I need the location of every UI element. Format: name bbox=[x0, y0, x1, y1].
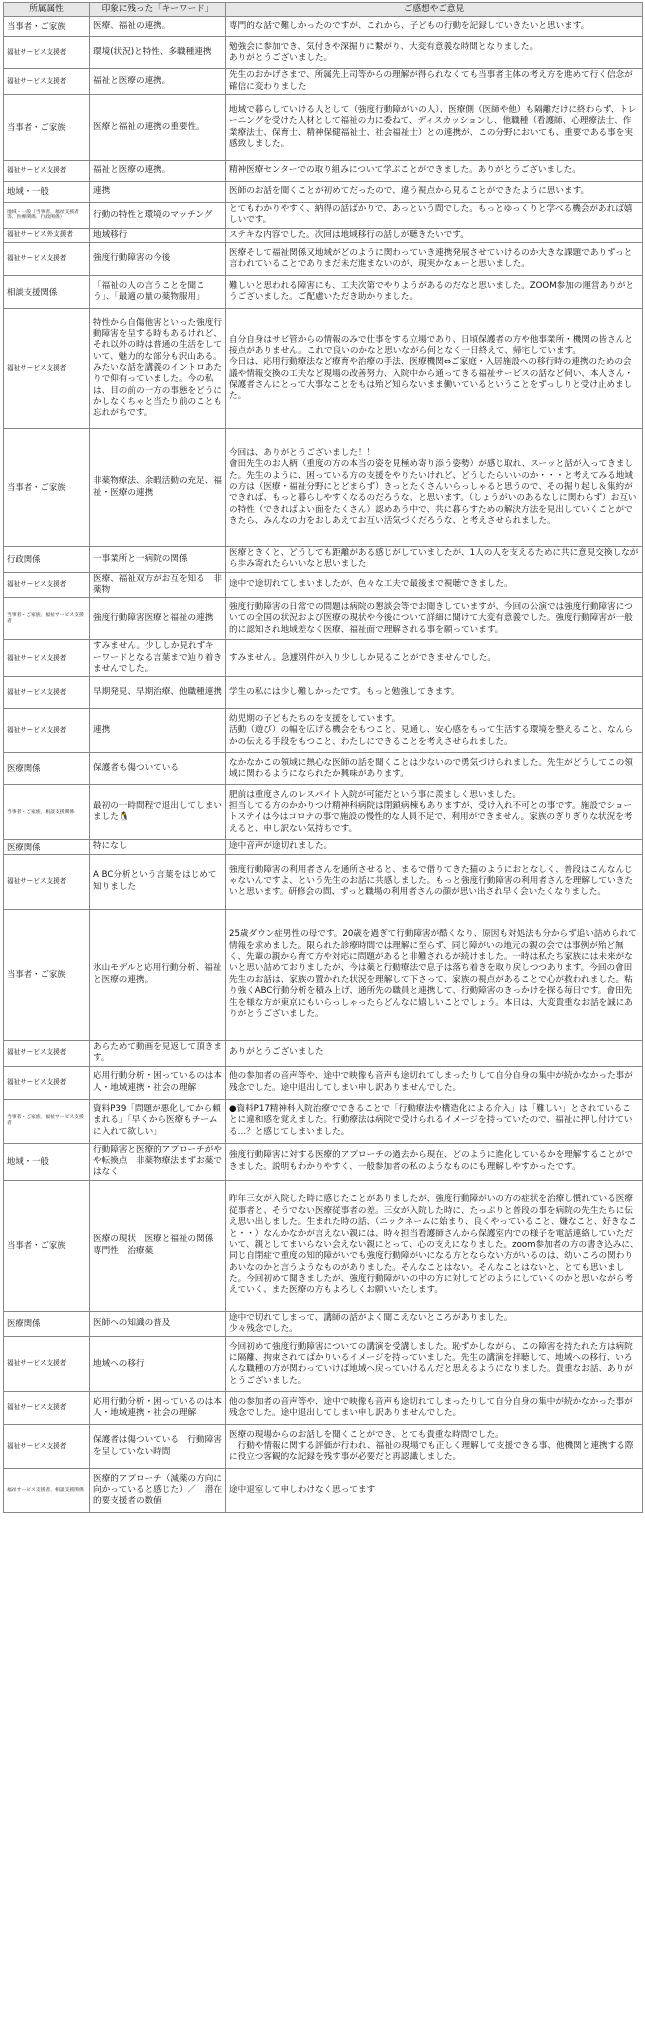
cell-keyword: 非薬物療法、余暇活動の充足、福祉・医療の連携 bbox=[90, 429, 226, 547]
table-row bbox=[4, 1180, 643, 1311]
cell-opinion: 自分自身はサビ管からの情報のみで仕事をする立場であり、日頃保護者の方や他事業所・機関の皆さんと接点がありません。これで良いのかなと思いながら何となく一日終えて、帰宅しています。 今日は、応用行動療法など療育や治療の手法、医療機関⇔ご家庭・入居施設への移行時の連携のための会議や情報交換の工夫など現場の改善努力、入院中から通ってきる福祉サービスの話など伺い、本人さん・保護者さんにとって大事なことをもは殆ど知らないまま働いているということをずっしりと受け止めました。 bbox=[226, 309, 643, 429]
cell-attribute: 福祉サービス支援者 bbox=[4, 1066, 90, 1099]
cell-opinion: ありがとうございました bbox=[226, 1040, 643, 1066]
table-body bbox=[4, 17, 643, 1513]
table-row bbox=[4, 228, 643, 242]
table-row bbox=[4, 309, 643, 429]
cell-keyword: 地域への移行 bbox=[90, 1337, 226, 1392]
cell-attribute: 当事者・ご家族、相談支援関係 bbox=[4, 785, 90, 840]
cell-opinion: 途中退室して申しわけなく思ってます bbox=[226, 1469, 643, 1513]
cell-attribute: 福祉サービス支援者、相談支援関係 bbox=[4, 1469, 90, 1513]
table-row bbox=[4, 840, 643, 854]
cell-keyword: 強度行動障害医療と福祉の連携 bbox=[90, 598, 226, 640]
cell-opinion: 難しいと思われる障害にも、工夫次第でやりようがあるのだなと思いました。ZOOM参加の運営ありがとうございました。ご配慮いただき助かりました。 bbox=[226, 276, 643, 309]
cell-attribute: 福祉サービス支援者 bbox=[4, 243, 90, 276]
cell-attribute: 地域・一般 bbox=[4, 182, 90, 203]
table-row bbox=[4, 276, 643, 309]
table-row bbox=[4, 640, 643, 677]
table-row bbox=[4, 1392, 643, 1425]
cell-attribute: 福祉サービス支援者 bbox=[4, 37, 90, 69]
cell-opinion: 今回初めて強度行動障害についての講演を受講しました。恥ずかしながら、この障害を持たれた方は病院に隔離、拘束されてばかりいるイメージを持っていました。先生の講演を拝聴して、地域への移行、いろんな職種の方が関わっていけば地域へ戻っていけるんだと思えるようになりました。貴重なお話、ありがとうございました。 bbox=[226, 1337, 643, 1392]
table-row bbox=[4, 572, 643, 598]
cell-opinion: 医師のお話を聞くことが初めてだったので、違う視点から見ることができたように思います。 bbox=[226, 182, 643, 203]
cell-opinion: 医療ときくと、どうしても距離がある感じがしていましたが、1人の人を支えるために共に意見交換しながら歩み寄れたらいいなと思いました bbox=[226, 547, 643, 573]
cell-attribute: 福祉サービス外支援者 bbox=[4, 228, 90, 242]
cell-opinion: とてもわかりやすく、納得の話ばかりで、あっという間でした。もっとゆっくりと学べる機会があれば嬉しいです。 bbox=[226, 203, 643, 229]
cell-opinion: 医療そして福祉関係又地域がどのように関わっていき連携発展させていけるのか大きな課題でありずっと言われていることでありまだ未だ進まないのが、現実かなぁーと思いました。 bbox=[226, 243, 643, 276]
cell-keyword: 氷山モデルと応用行動分析、福祉と医療の連携。 bbox=[90, 909, 226, 1040]
cell-attribute: 福祉サービス支援者 bbox=[4, 677, 90, 709]
cell-attribute: 福祉サービス支援者 bbox=[4, 161, 90, 182]
cell-attribute: 福祉サービス支援者 bbox=[4, 69, 90, 95]
cell-opinion: 昨年三女が入院した時に感じたことがありましたが、強度行動障がいの方の症状を治療し慣れている医療従事者と、そうでない医療従事者の差。三女が入院した時に、たっぷりと普段の事を病院の先生たちに伝え思い出しました。生まれた時の話、（ニックネームに始まり、良くやっていること、嫌なこと、好きなこと・・）なんかなかが言えない親には、時々担当看護師さんから保護室内での様子を電話連絡していただいて、親としてまいらない会えない親にとって、心の支えになりました。zoom参加者の方の書き込みに、同じ自閉症で重度の知的障がいでも強度行動障がいになる方とならない方がいるのは、幼いころの関わりあいなのかと言うようなものがありました。そんなことはない。そんなことはないと、とても思いました。今回初めて聞きましたが、強度行動障がいの中の方に対してどのようにしていくのかと思いながら考えていく、また医療の方もよろしくお願いいたします。 bbox=[226, 1180, 643, 1311]
table-row bbox=[4, 243, 643, 276]
cell-opinion: ステキな内容でした。次回は地域移行の話しが聴きたいです。 bbox=[226, 228, 643, 242]
cell-opinion: 強度行動障害の日常での問題は病院の懇談会等でお聞きしていますが、今回の公演では強度行動障害についての全国の状況および医療の現状や今後について詳細に聞けて大変有意義でした。強度行動障害が一般的に認知され地域差なく医療、福祉面で理解される事を願っています。 bbox=[226, 598, 643, 640]
cell-keyword: 保護者は傷ついている 行動障害を呈していない時間 bbox=[90, 1425, 226, 1469]
cell-keyword: すみません。少ししか見れずキーワードとなる言葉まで辿り着きませんでした。 bbox=[90, 640, 226, 677]
cell-opinion: 今回は、ありがとうございました！！ 會田先生のお人柄（重度の方の本当の姿を見極め寄り添う姿勢）が感じ取れ、スーッと話が入ってきました。先生のように、困っている方の支援をやりたいけれど、どうしたらいいのか・・・と考えてみる地域の方は（医療・福祉分野にとどまらず）きっとたくさんいらっしゃると思うので、その掘り起し＆集約ができれば、もっと暮らしやすくなるのだろうな、と思います。（しょうがいのあるなしに関わらず）お互いの特性（できればよい面をたくさん）認めあう中で、共に暮らすための解決方法を見出していくことができたら、みんなの力をおしあえてお互い活気づくだろうな、と考えさせられました。 bbox=[226, 429, 643, 547]
cell-attribute: 福祉サービス支援者 bbox=[4, 854, 90, 909]
cell-keyword: 地域移行 bbox=[90, 228, 226, 242]
table-row bbox=[4, 429, 643, 547]
cell-keyword: 医師への知識の普及 bbox=[90, 1311, 226, 1337]
cell-keyword: 応用行動分析・困っているのは本人・地域連携・社会の理解 bbox=[90, 1066, 226, 1099]
cell-opinion: 強度行動障害の利用者さんを通所させると、まるで借りてきた猫のようにおとなしく、普段はこんなんじゃないんですよ、という先生のお話に共感しました。もっと強度行動障害の利用者さんを理解していきたいと思います。研修会の間、ずっと職場の利用者さんの顔が思い出され早く会いたくなりました。 bbox=[226, 854, 643, 909]
survey-table bbox=[3, 2, 643, 1513]
cell-keyword: 連携 bbox=[90, 709, 226, 753]
cell-opinion: 先生のおかげさまで、所属先上司等からの理解が得られなくても当事者主体の考え方を進めて行く信念が確信に変わりました bbox=[226, 69, 643, 95]
cell-attribute: 当事者・ご家族 bbox=[4, 429, 90, 547]
cell-attribute: 福祉サービス支援者 bbox=[4, 709, 90, 753]
cell-keyword: 応用行動分析・困っているのは本人・地域連携・社会の理解 bbox=[90, 1392, 226, 1425]
cell-keyword: 医療、福祉双方がお互を知る 非薬物 bbox=[90, 572, 226, 598]
cell-attribute: 福祉サービス支援者 bbox=[4, 1040, 90, 1066]
cell-opinion: 途中音声が途切れました。 bbox=[226, 840, 643, 854]
cell-keyword: A BC分析という言葉をはじめて知りました bbox=[90, 854, 226, 909]
cell-keyword: 環境(状況)と特性、多職種連携 bbox=[90, 37, 226, 69]
cell-opinion: 途中で途切れてしまいましたが、色々な工夫で最後まで視聴できました。 bbox=[226, 572, 643, 598]
header-opinion: ご感想やご意見 bbox=[226, 3, 643, 17]
cell-attribute: 当事者・ご家族、福祉サービス支援者 bbox=[4, 598, 90, 640]
cell-attribute: 当事者・ご家族 bbox=[4, 1180, 90, 1311]
table-row bbox=[4, 709, 643, 753]
cell-opinion: 勉強会に参加でき、気付きや深掘りに繋がり、大変有意義な時間となりました。 ありがとうございました。 bbox=[226, 37, 643, 69]
cell-opinion: 精神医療センターでの取り組みについて学ぶことができました。ありがとうございました。 bbox=[226, 161, 643, 182]
cell-attribute: 福祉サービス支援者 bbox=[4, 309, 90, 429]
cell-keyword: 医療と福祉の連携の重要性。 bbox=[90, 95, 226, 161]
table-header-row bbox=[4, 3, 643, 17]
cell-opinion: 幼児期の子どもたちのを支援をしています。 活動（遊び）の幅を広げる機会をもつこと、見通し、安心感をもって生活する環境を整えること、なんらかの伝える手段をもつこと、わたしにできることを考えさせられました。 bbox=[226, 709, 643, 753]
cell-opinion: なかなかこの領域に熱心な医師の話を聞くことは少ないので勇気づけられました。先生がどうしてこの領域に関わるようになられたか興味があります。 bbox=[226, 753, 643, 785]
cell-keyword: 「福祉の人の言うことを聞こう」、「最適の量の薬物服用」 bbox=[90, 276, 226, 309]
cell-opinion: 25歳ダウン症男性の母です。20歳を過ぎて行動障害が酷くなり、原因も対処法も分からず追い詰められて情報を求めました。限られた診療時間では理解に至らず、同じ障がいの地元の親の会では事例が殆ど無く、先輩の親から育て方や対応に問題があると非難されるが続けました。一時は私たち家族には未来がないと思い詰めておりましたが、今は薬と行動療法で息子は落ち着きを取り戻しつつあります。今回の會田先生のお話は、家族の置かれた状況を理解して下さって、家族の視点があることで心が救われました。粘り強くABC行動分析を積み上げ、通所先の職員と連携して、行動障害のきっかけを探る毎日です。會田先生を様な方が東京にもいらっしゃったらどんなに嬉しいことでしょう。本日は、大変貴重なお話を誠にありがとうございました。 bbox=[226, 909, 643, 1040]
cell-opinion: すみません。急遽別件が入り少ししか見ることができませんでした。 bbox=[226, 640, 643, 677]
cell-keyword: 資料P39「問題が悪化してから頼まれる」「早くから医療もチームに入れて欲しい」 bbox=[90, 1099, 226, 1143]
table-row bbox=[4, 17, 643, 37]
table-row bbox=[4, 785, 643, 840]
cell-keyword: あらためて動画を見返して頂きます。 bbox=[90, 1040, 226, 1066]
cell-attribute: 福祉サービス支援者 bbox=[4, 1392, 90, 1425]
cell-keyword: 福祉と医療の連携。 bbox=[90, 69, 226, 95]
table-row bbox=[4, 677, 643, 709]
cell-attribute: 当事者・ご家族 bbox=[4, 909, 90, 1040]
cell-opinion: 他の参加者の音声等や、途中で映像も音声も途切れてしまったりして自分自身の集中が続かなかった事が残念でした。途中退出してしまい申し訳ありませんでした。 bbox=[226, 1392, 643, 1425]
table-row bbox=[4, 182, 643, 203]
table-row bbox=[4, 161, 643, 182]
cell-attribute: 福祉サービス支援者 bbox=[4, 640, 90, 677]
table-row bbox=[4, 1425, 643, 1469]
cell-opinion: 強度行動障害に対する医療的アプローチの過去から現在、どのように進化しているかを理解することができました。説明もわかりやすく、一般参加者の私のようなものにも理解しやすかったです。 bbox=[226, 1143, 643, 1180]
header-attribute: 所属属性 bbox=[4, 3, 90, 17]
cell-opinion: 肥前は重度さんのレスパイト入院が可能だという事に羨ましく思いました。 担当してる方のかかりつけ精神科病院は閉鎖病棟もありますが、受け入れ不可との事です。施設でショートステイは今はコロナの事で施設の慢性的な人員不足で、利用ができません。家族のぎりぎりな状況を考えると、申し訳ない気持ちです。 bbox=[226, 785, 643, 840]
cell-keyword: 特になし bbox=[90, 840, 226, 854]
cell-keyword: 福祉と医療の連携。 bbox=[90, 161, 226, 182]
cell-attribute: 医療関係 bbox=[4, 1311, 90, 1337]
cell-attribute: 当事者・ご家族 bbox=[4, 17, 90, 37]
cell-keyword: 連携 bbox=[90, 182, 226, 203]
cell-keyword: 強度行動障害の今後 bbox=[90, 243, 226, 276]
table-row bbox=[4, 909, 643, 1040]
cell-attribute: 福祉サービス支援者 bbox=[4, 572, 90, 598]
cell-keyword: 行動の特性と環境のマッチング bbox=[90, 203, 226, 229]
table-row bbox=[4, 854, 643, 909]
table-row bbox=[4, 547, 643, 573]
cell-attribute: 医療関係 bbox=[4, 753, 90, 785]
header-keyword: 印象に残った「キーワード」 bbox=[90, 3, 226, 17]
cell-attribute: 当事者・ご家族 bbox=[4, 95, 90, 161]
cell-attribute: 相談支援関係 bbox=[4, 276, 90, 309]
table-row bbox=[4, 753, 643, 785]
cell-keyword: 最初の一時間程で退出してしまいました🐧 bbox=[90, 785, 226, 840]
cell-attribute: 福祉サービス支援者 bbox=[4, 1425, 90, 1469]
table-row bbox=[4, 69, 643, 95]
cell-keyword: 一事業所と一病院の関係 bbox=[90, 547, 226, 573]
table-row bbox=[4, 1143, 643, 1180]
table-row bbox=[4, 1337, 643, 1392]
cell-opinion: ●資料P17精神科入院治療でできることで「行動療法や構造化による介入」は「難しい」とされていることに違和感を覚えました。行動療法は病院で受けられるイメージを持っていたので、福祉に押し付けている…？と感じてしまいました。 bbox=[226, 1099, 643, 1143]
cell-opinion: 途中で切れてしまって、講師の話がよく聞こえないところがありました。 少々残念でした。 bbox=[226, 1311, 643, 1337]
cell-attribute: 医療関係 bbox=[4, 840, 90, 854]
cell-keyword: 医療の現状 医療と福祉の関係 専門性 治療薬 bbox=[90, 1180, 226, 1311]
cell-opinion: 他の参加者の音声等や、途中で映像も音声も途切れてしまったりして自分自身の集中が続かなかった事が残念でした。途中退出してしまい申し訳ありませんでした。 bbox=[226, 1066, 643, 1099]
cell-opinion: 医療の現場からのお話しを聞くことができ、とても貴重な時間でした。 行動や情報に関する評価が行われ、福祉の現場でも正しく理解して支援できる事、他機関と連携する際に役立つ客観的な記録を残す事が必要だと再認識しました。 bbox=[226, 1425, 643, 1469]
cell-attribute: 地域・一般 bbox=[4, 1143, 90, 1180]
cell-keyword: 保護者も傷ついている bbox=[90, 753, 226, 785]
cell-attribute: 当事者・ご家族、福祉サービス支援者 bbox=[4, 1099, 90, 1143]
table-row bbox=[4, 37, 643, 69]
cell-attribute: 行政関係 bbox=[4, 547, 90, 573]
table-row bbox=[4, 1469, 643, 1513]
cell-keyword: 医療的アプローチ（減薬の方向に向かっていると感じた）／ 潜在的要支援者の数値 bbox=[90, 1469, 226, 1513]
cell-keyword: 早期発見、早期治療、他職種連携 bbox=[90, 677, 226, 709]
cell-keyword: 医療、福祉の連携。 bbox=[90, 17, 226, 37]
table-row bbox=[4, 1066, 643, 1099]
table-row bbox=[4, 1099, 643, 1143]
cell-keyword: 行動障害と医療的アプローチがやや転換点 非薬物療法まずお薬ではなく bbox=[90, 1143, 226, 1180]
cell-attribute: 地域・一般（当事者、福祉支援者等、医療関係、行政関係） bbox=[4, 203, 90, 229]
cell-opinion: 学生の私には少し難しかったです。もっと勉強してきます。 bbox=[226, 677, 643, 709]
table-row bbox=[4, 203, 643, 229]
cell-opinion: 地域で暮らしていける人として（強度行動障がいの人）、医療側（医師や他）も隔離だけに終わらず、トレーニングを受けた人材として福祉の力に委ねて、ディスカッションし、他職種（看護師、心理療法士、作業療法士、保育士、精神保健福祉士、社会福祉士）との連携が、この分野においても、重要である事を実感致しました。 bbox=[226, 95, 643, 161]
cell-keyword: 特性から自傷他害といった強度行動障害を呈する時もあるけれど、それ以外の時は普通の生活をしていて、魅力的な部分も沢山ある。みたいな話を講義のイントロあたりで仰有っていました。今の私は、目の前の一方の事態をどうにかしなくちゃと当たり前のことも忘れがちです。 bbox=[90, 309, 226, 429]
cell-opinion: 専門的な話で難しかったのですが、これから、子どもの行動を記録していきたいと思います。 bbox=[226, 17, 643, 37]
table-row bbox=[4, 95, 643, 161]
cell-attribute: 福祉サービス支援者 bbox=[4, 1337, 90, 1392]
table-row bbox=[4, 598, 643, 640]
table-row bbox=[4, 1311, 643, 1337]
table-row bbox=[4, 1040, 643, 1066]
